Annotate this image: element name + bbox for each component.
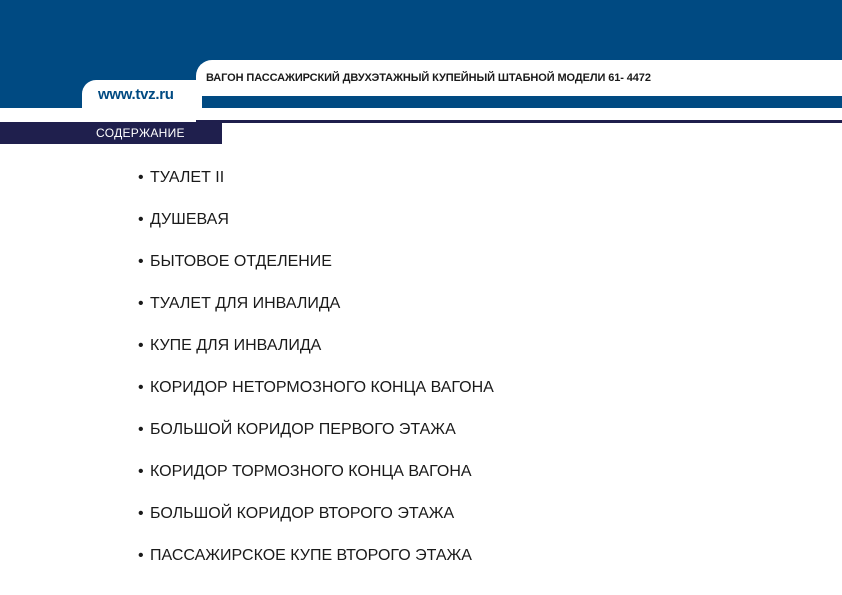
bullet: • — [138, 295, 144, 312]
bullet: • — [138, 211, 144, 228]
toc-item[interactable] — [138, 420, 494, 462]
site-logo: www.tvz.ru — [98, 86, 174, 103]
bullet: • — [138, 169, 144, 186]
bullet: • — [138, 337, 144, 354]
toc-item-label: БОЛЬШОЙ КОРИДОР ПЕРВОГО ЭТАЖА — [150, 421, 456, 438]
bullet: • — [138, 505, 144, 522]
toc-item-label: ТУАЛЕТ ДЛЯ ИНВАЛИДА — [150, 295, 341, 312]
logo-tab — [82, 80, 202, 108]
bullet: • — [138, 547, 144, 564]
toc-item[interactable] — [138, 378, 494, 420]
toc-item-label: КУПЕ ДЛЯ ИНВАЛИДА — [150, 337, 322, 354]
toc-item[interactable] — [138, 210, 494, 252]
toc-item-label: ПАССАЖИРСКОЕ КУПЕ ВТОРОГО ЭТАЖА — [150, 547, 472, 564]
toc-item-label: ТУАЛЕТ II — [150, 169, 225, 186]
section-title: СОДЕРЖАНИЕ — [96, 126, 185, 140]
toc-item[interactable] — [138, 252, 494, 294]
toc-list — [138, 168, 494, 588]
toc-item[interactable] — [138, 294, 494, 336]
toc-item-label: БОЛЬШОЙ КОРИДОР ВТОРОГО ЭТАЖА — [150, 505, 455, 522]
toc-item-label: ДУШЕВАЯ — [150, 211, 229, 228]
toc-item-label: БЫТОВОЕ ОТДЕЛЕНИЕ — [150, 253, 332, 270]
bullet: • — [138, 253, 144, 270]
toc-item[interactable] — [138, 462, 494, 504]
toc-item[interactable] — [138, 336, 494, 378]
page-title: ВАГОН ПАССАЖИРСКИЙ ДВУХЭТАЖНЫЙ КУПЕЙНЫЙ ШТАБНОЙ МОДЕЛИ 61- 4472 — [206, 72, 651, 84]
toc-item[interactable] — [138, 546, 494, 588]
toc-item-label: КОРИДОР НЕТОРМОЗНОГО КОНЦА ВАГОНА — [150, 379, 494, 396]
toc-item[interactable] — [138, 504, 494, 546]
bullet: • — [138, 421, 144, 438]
header-divider — [196, 120, 842, 123]
toc-item-label: КОРИДОР ТОРМОЗНОГО КОНЦА ВАГОНА — [150, 463, 472, 480]
toc-item[interactable] — [138, 168, 494, 210]
title-tab — [196, 60, 842, 96]
section-bar — [0, 122, 222, 144]
bullet: • — [138, 379, 144, 396]
bullet: • — [138, 463, 144, 480]
